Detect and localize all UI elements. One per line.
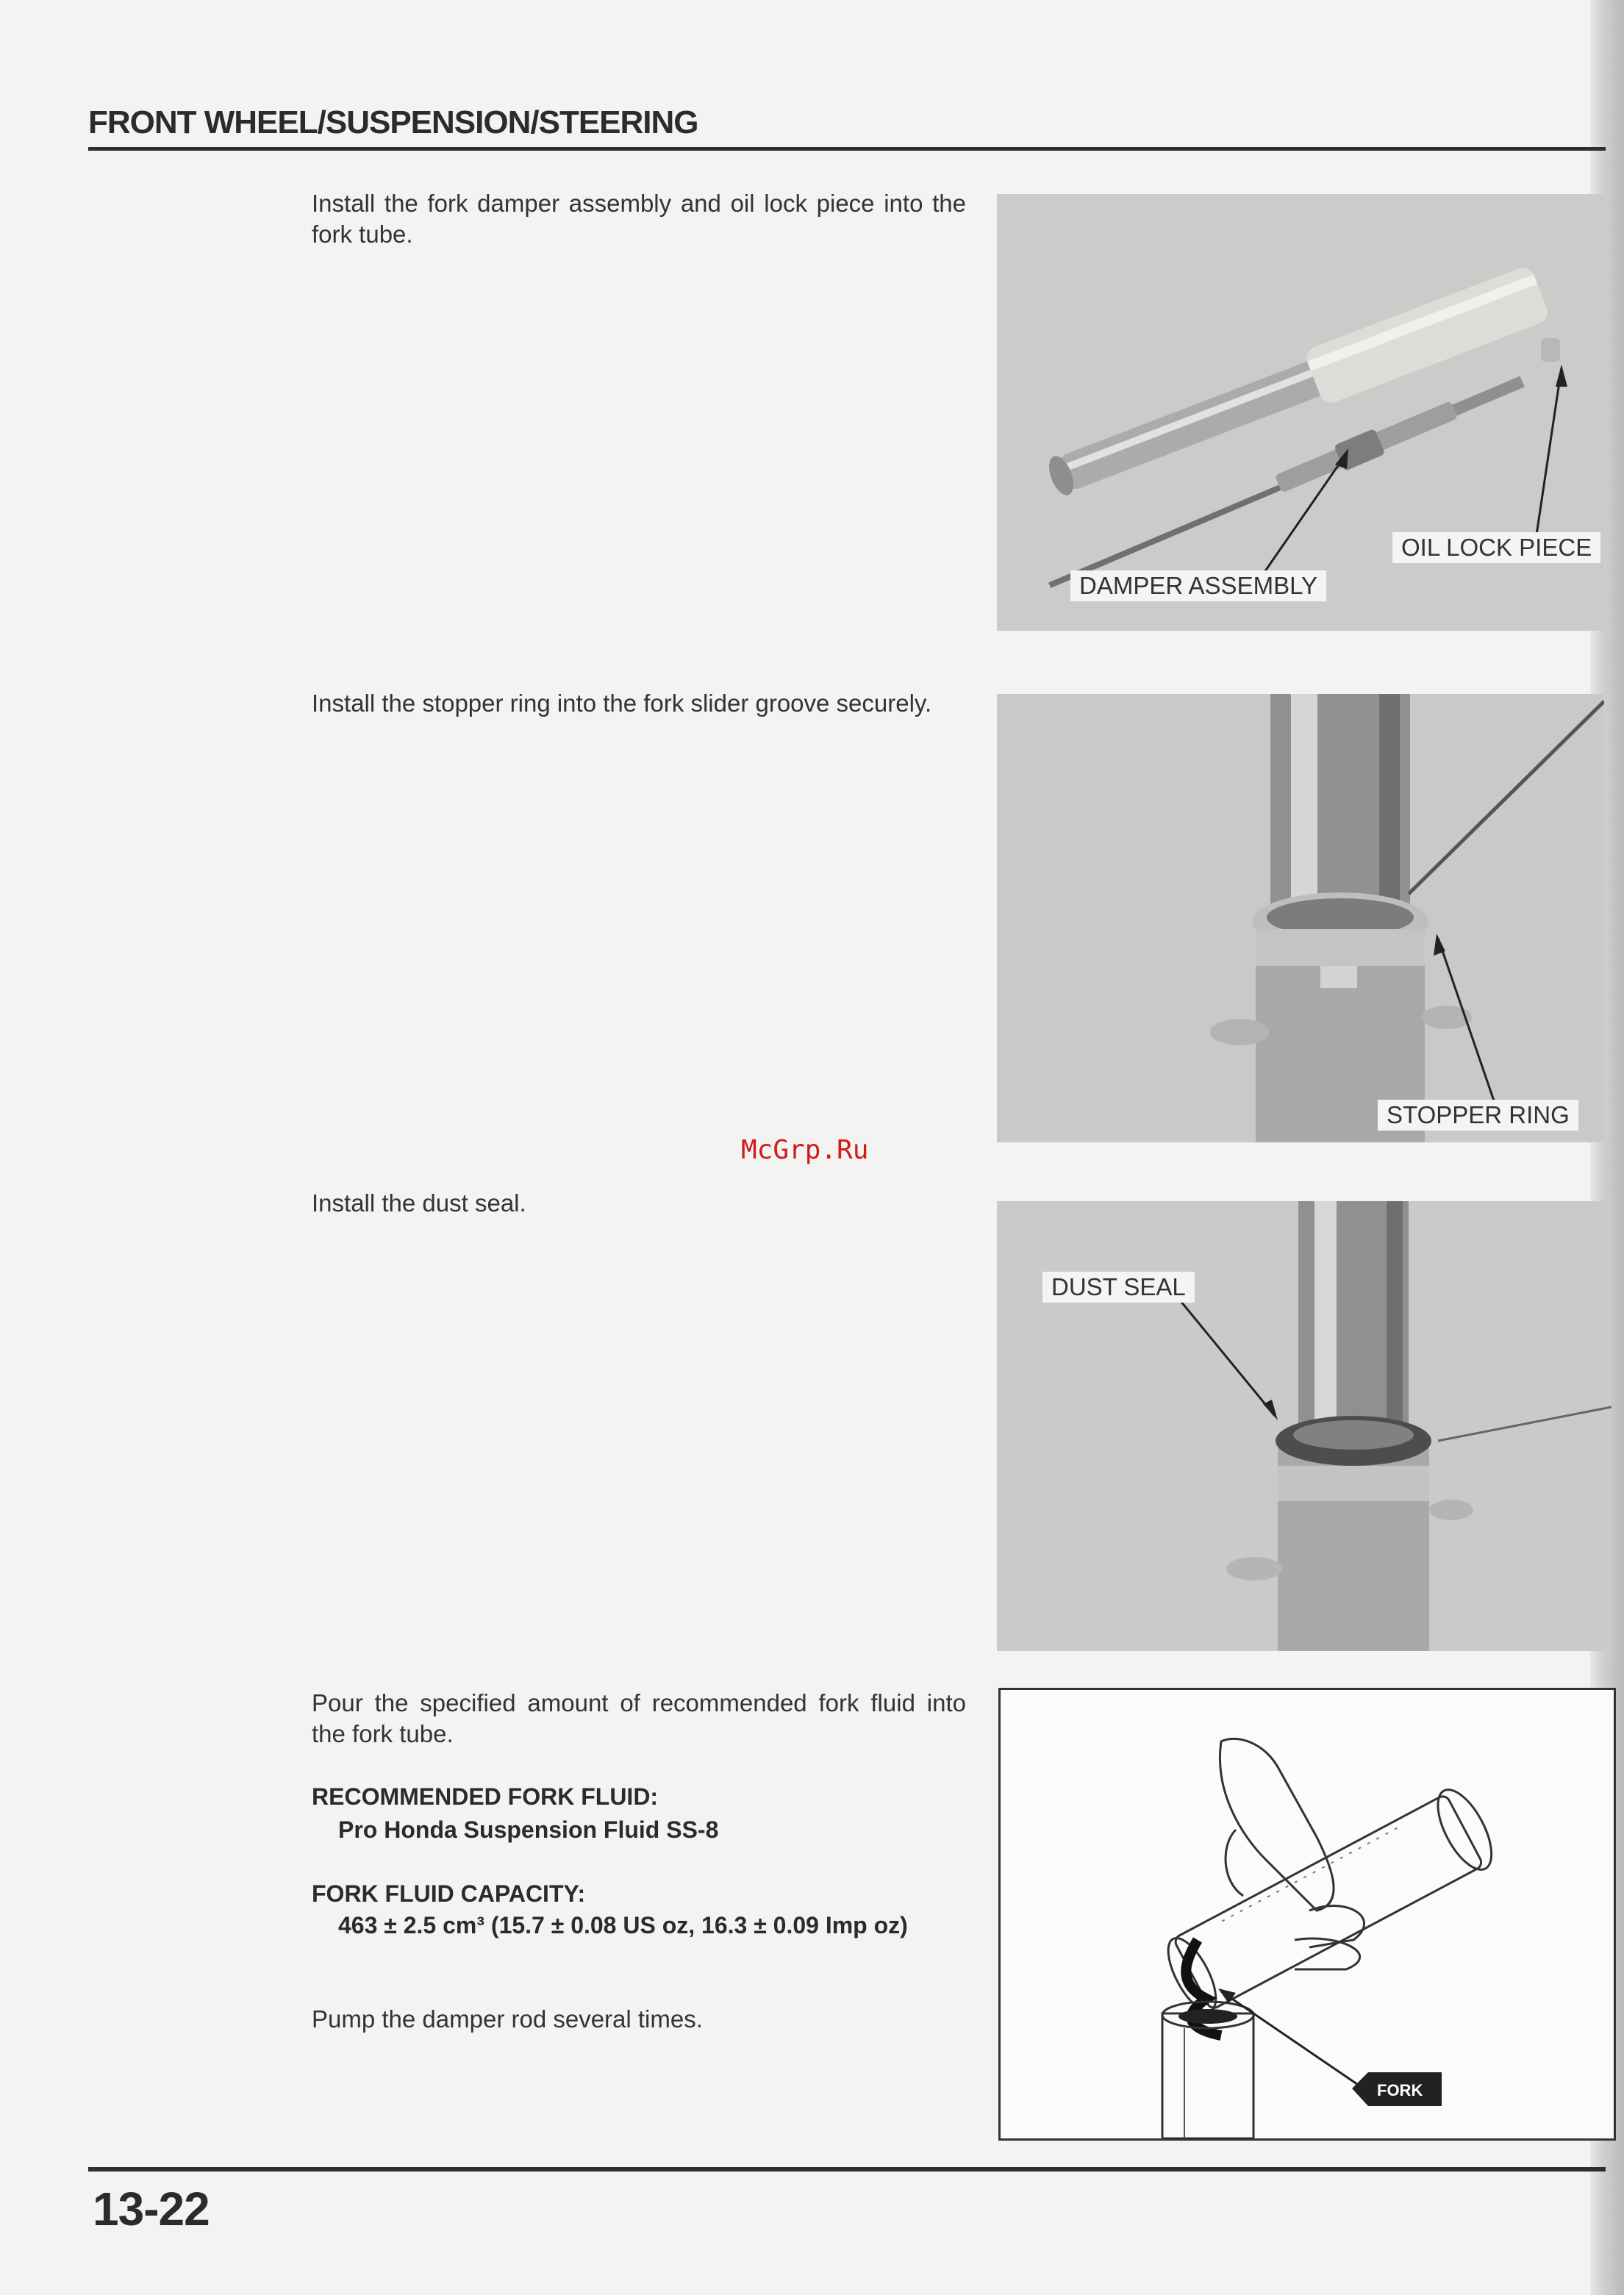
step-pour-fluid-text: Pour the specified amount of recommended fork fluid into the fork tube. [312,1689,966,1747]
footer-rule [88,2167,1606,2172]
recommended-fluid-label: RECOMMENDED FORK FLUID: [312,1783,659,1810]
fork-fluid-drawing [1001,1690,1614,2138]
photo-damper-assembly [997,194,1604,631]
fluid-capacity-label: FORK FLUID CAPACITY: [312,1880,586,1907]
photo-dust-seal [997,1201,1612,1651]
callout-stopper-ring: STOPPER RING [1378,1100,1578,1131]
fluid-capacity-value: 463 ± 2.5 cm³ (15.7 ± 0.08 US oz, 16.3 ± 0.09 Imp oz) [338,1912,908,1938]
callout-oil-lock-piece: OIL LOCK PIECE [1392,532,1600,563]
fork-tag-label: FORK [1377,2081,1423,2099]
illustration-fork-fluid [998,1688,1616,2141]
recommended-fluid-value: Pro Honda Suspension Fluid SS-8 [338,1816,719,1843]
callout-damper-assembly: DAMPER ASSEMBLY [1070,570,1326,601]
pump-damper-text: Pump the damper rod several times. [312,2005,703,2033]
step-stopper-text: Install the stopper ring into the fork slider groove securely. [312,690,932,717]
callout-dust-seal: DUST SEAL [1042,1272,1195,1303]
step-dust-seal-text: Install the dust seal. [312,1189,526,1217]
header-rule [88,147,1606,151]
watermark: McGrp.Ru [741,1135,869,1165]
photo-stopper-ring [997,694,1604,1142]
step-damper-text: Install the fork damper assembly and oil lock piece into the fork tube. [312,190,966,248]
section-header: FRONT WHEEL/SUSPENSION/STEERING [88,104,698,140]
page-number: 13-22 [93,2183,210,2235]
